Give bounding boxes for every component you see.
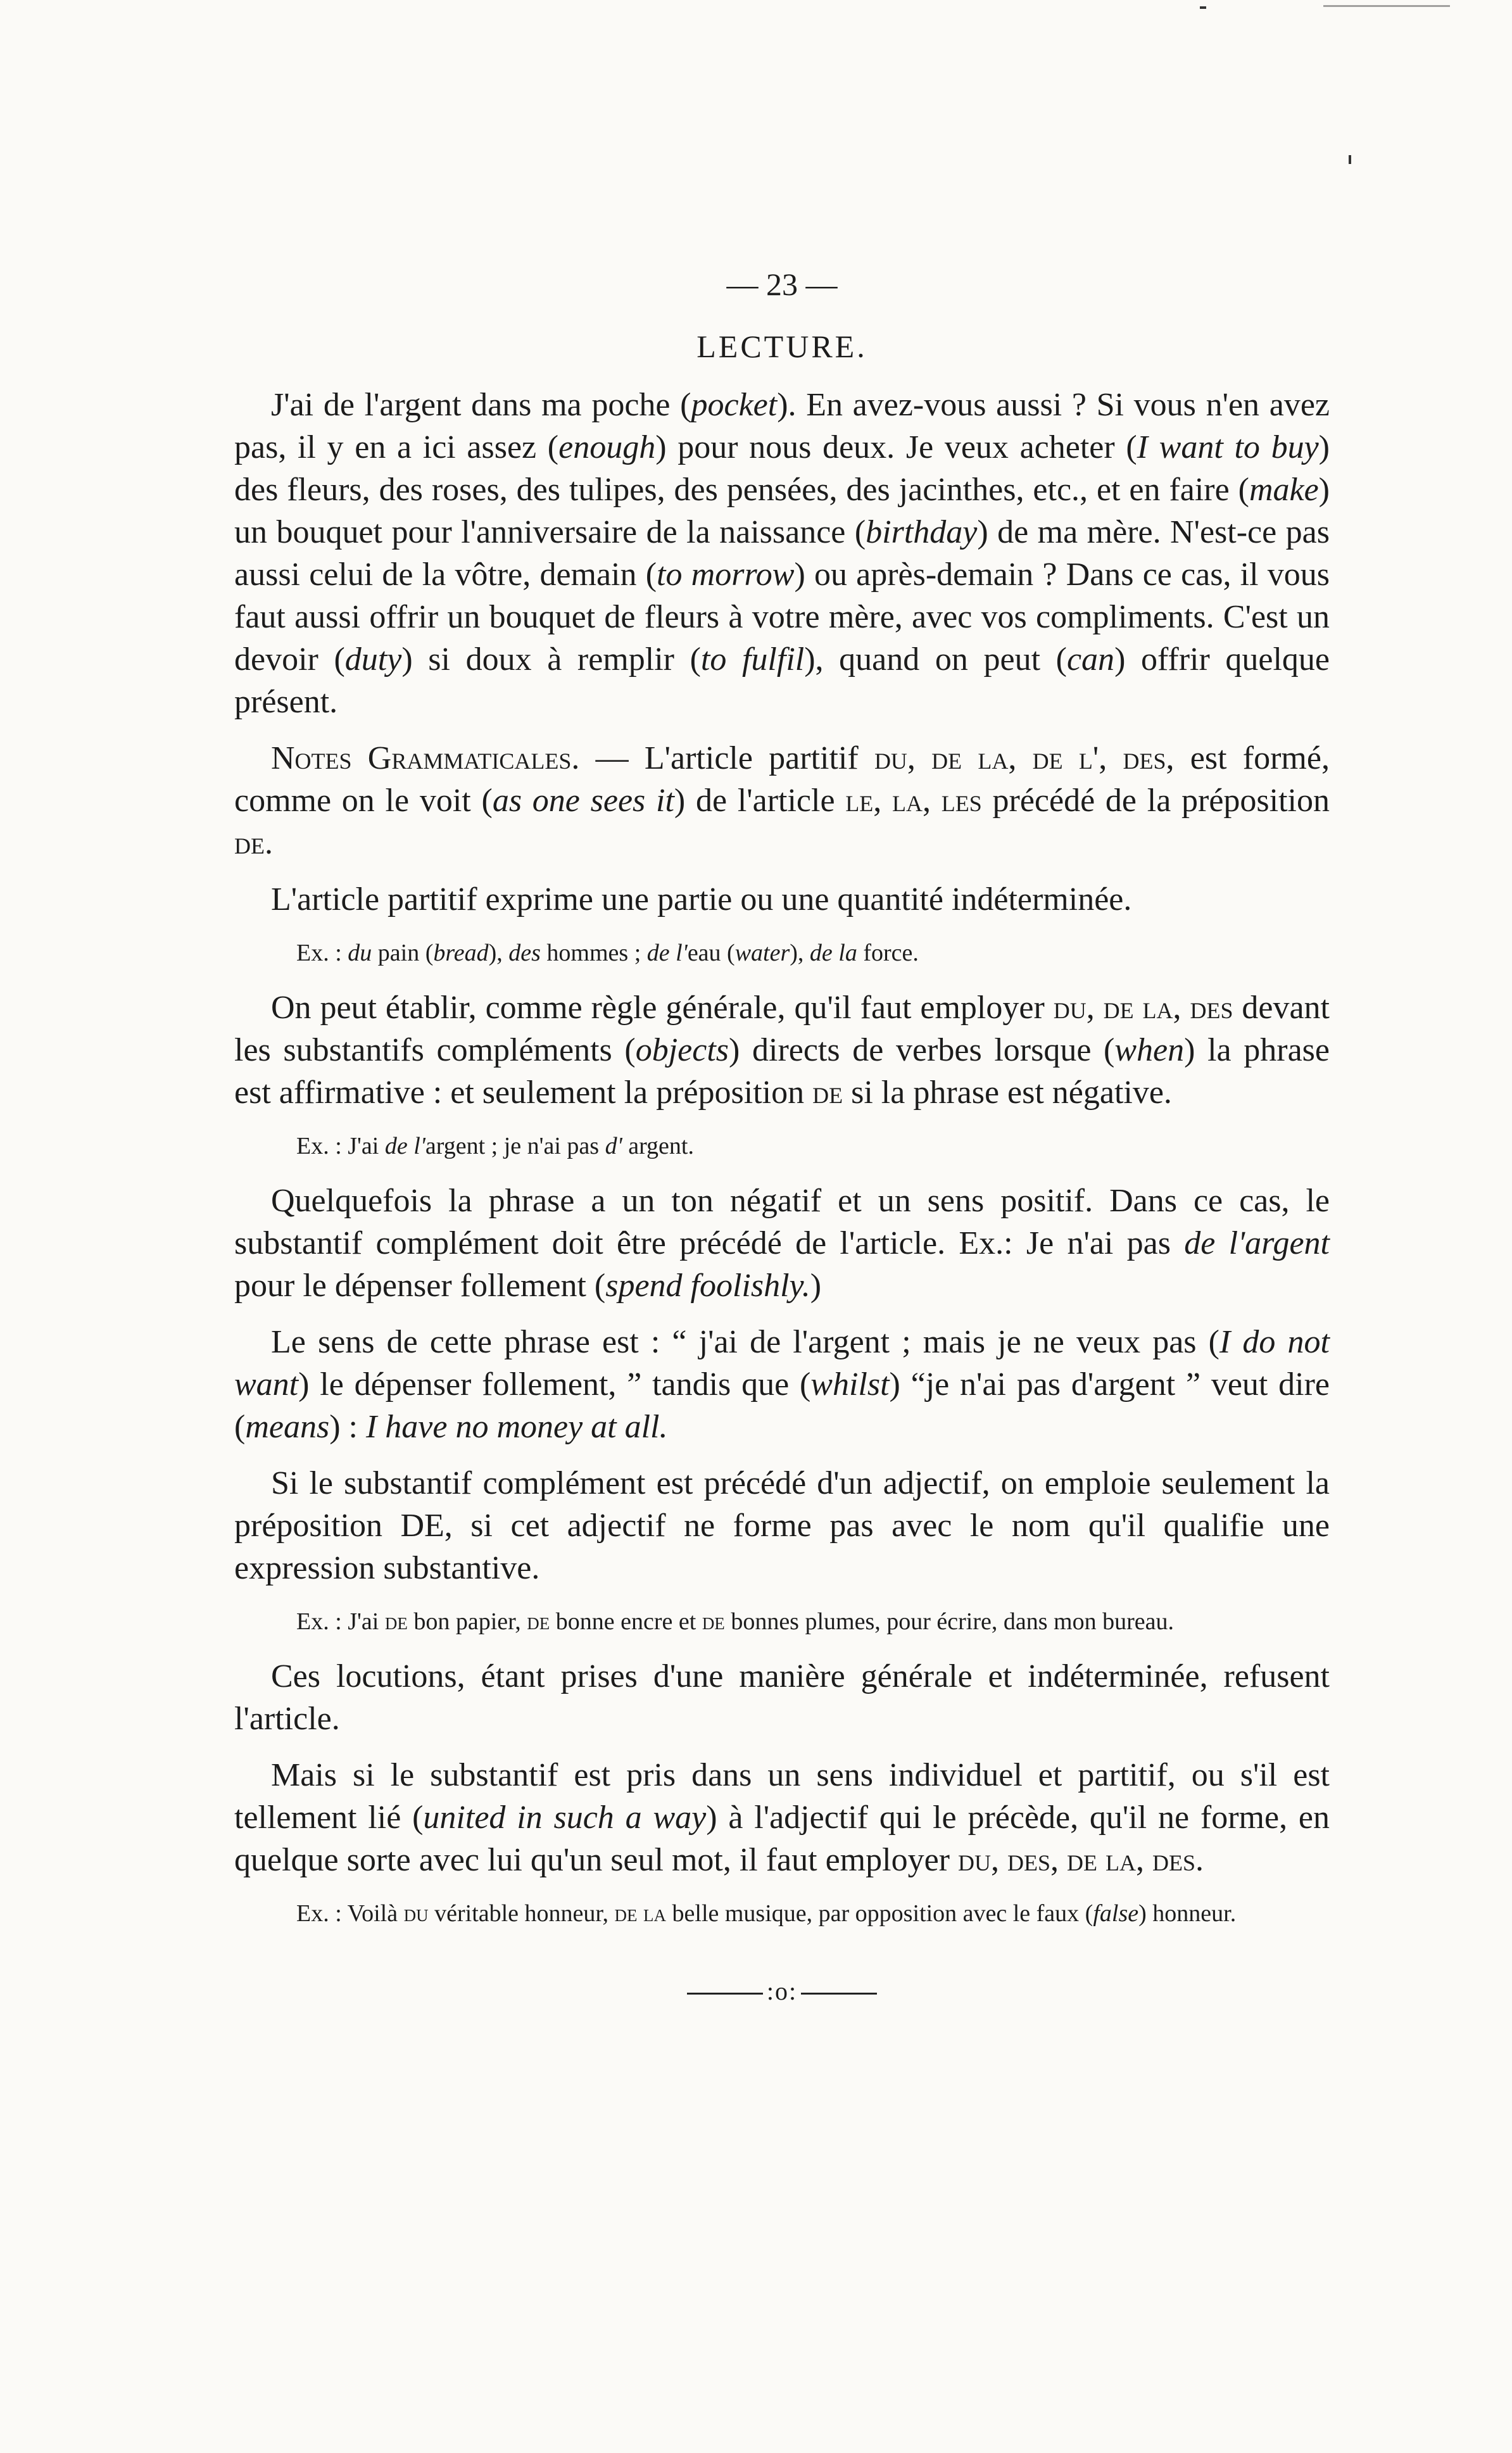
meaning-paragraph: Le sens de cette phrase est : “ j'ai de l'argent ; mais je ne veux pas (I do not want) le dépenser follement, ” tandis que (whilst) “je n'ai pas d'argent ” veut dire (means) : I have no money at all.: [234, 1324, 1330, 1445]
reading-paragraph: J'ai de l'argent dans ma poche (pocket). En avez-vous aussi ? Si vous n'en avez pas, il y en a ici assez (enough) pour nous deux. Je veux acheter (I want to buy) des fleurs, des roses, des tulipes, des pensées, des jacinthes, etc., et en faire (make) un bouquet pour l'anniversaire de la naissance (birthday) de ma mère. N'est-ce pas aussi celui de la vôtre, demain (to morrow) ou après-demain ? Dans ce cas, il vous faut aussi offrir un bouquet de fleurs à votre mère, avec vos compliments. C'est un devoir (duty) si doux à remplir (to fulfil), quand on peut (can) offrir quelque présent.: [234, 387, 1330, 720]
page-number: — 23 —: [726, 267, 838, 302]
scan-speck: [1200, 6, 1206, 9]
grammar-notes-paragraph: Notes Grammaticales. — L'article partitif du, de la, de l', des, est formé, comme on le voit (as one sees it) de l'article le, la, les précédé de la préposition de.: [234, 740, 1330, 861]
scan-speck: [1349, 155, 1351, 164]
partitive-definition: L'article partitif exprime une partie ou une quantité indéterminée.: [271, 881, 1132, 918]
scan-speck: [1323, 5, 1450, 7]
individual-sense-paragraph: Mais si le substantif est pris dans un sens individuel et partitif, ou s'il est tellement lié (united in such a way) à l'adjectif qui le précède, qu'il ne forme, en quelque sorte avec lui qu'un seul mot, il faut employer du, des, de la, des.: [234, 1757, 1330, 1878]
end-mark: :o:: [766, 1977, 798, 2005]
example-line: Ex. : J'ai de bon papier, de bonne encre et de bonnes plumes, pour écrire, dans mon bureau.: [296, 1608, 1174, 1635]
rule-line-right: [801, 1993, 877, 1995]
example-line: Ex. : J'ai de l'argent ; je n'ai pas d' argent.: [296, 1133, 694, 1159]
page-body: [234, 266, 1330, 2006]
example-line: Ex. : Voilà du véritable honneur, de la belle musique, par opposition avec le faux (false) honneur.: [296, 1900, 1237, 1927]
example-line: Ex. : du pain (bread), des hommes ; de l'eau (water), de la force.: [296, 940, 919, 966]
locutions-paragraph: Ces locutions, étant prises d'une manière générale et indéterminée, refusent l'article.: [234, 1658, 1330, 1737]
adjective-rule-paragraph: Si le substantif complément est précédé d'un adjectif, on emploie seulement la préposition DE, si cet adjectif ne forme pas avec le nom qu'il qualifie une expression substantive.: [234, 1465, 1330, 1586]
page-title: LECTURE.: [696, 329, 867, 364]
negative-tone-paragraph: Quelquefois la phrase a un ton négatif et un sens positif. Dans ce cas, le substantif complément doit être précédé de l'article. Ex.: Je n'ai pas de l'argent pour le dépenser follement (spend foolishly.): [234, 1183, 1330, 1304]
rule-line-left: [687, 1993, 763, 1995]
general-rule-paragraph: On peut établir, comme règle générale, qu'il faut employer du, de la, des devant les substantifs compléments (objects) directs de verbes lorsque (when) la phrase est affirmative : et seulement la préposition de si la phrase est négative.: [234, 990, 1330, 1111]
end-ornament: [234, 1976, 1330, 2006]
